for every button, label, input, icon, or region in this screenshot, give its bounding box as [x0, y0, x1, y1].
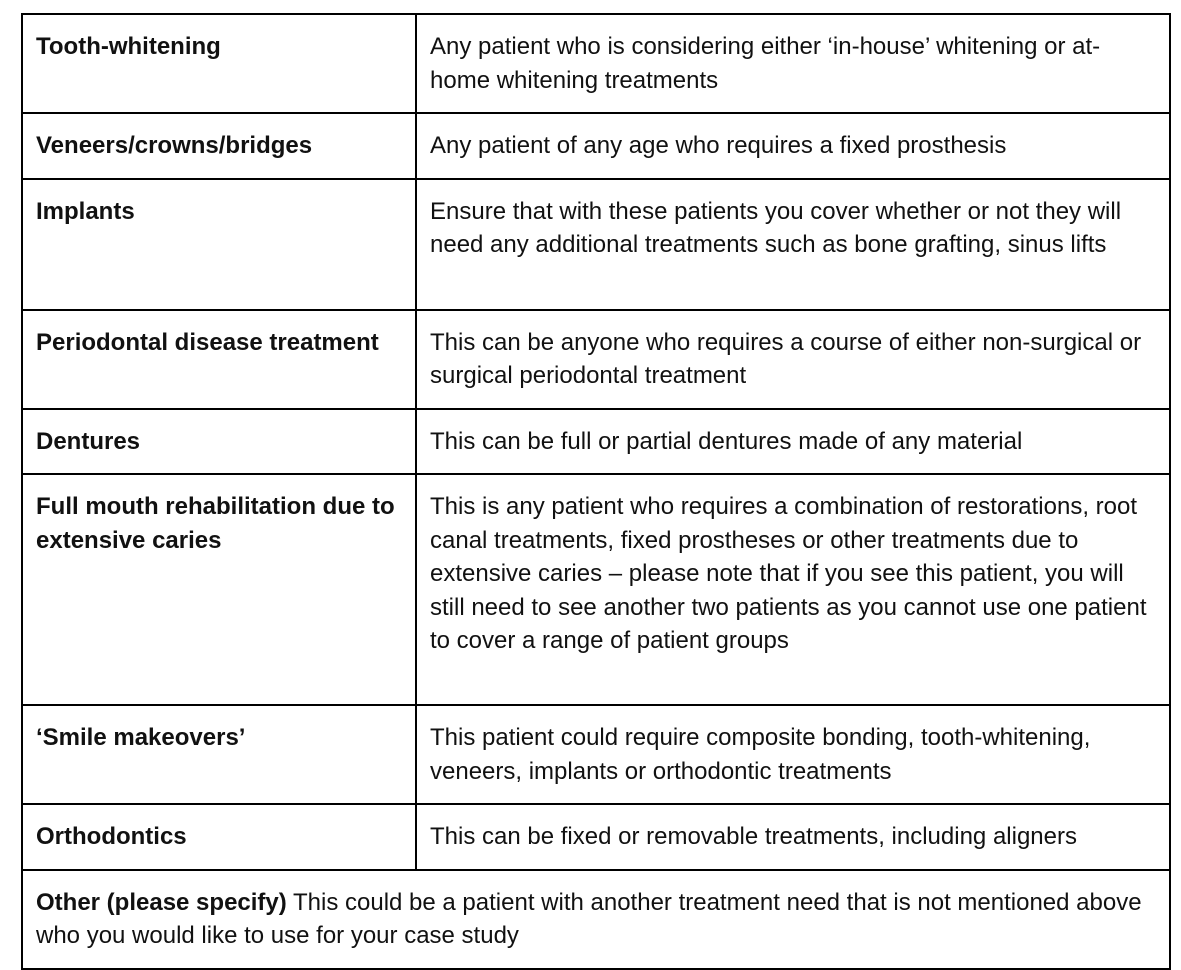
- other-treatment-text: This could be a patient with another treatment need that is not mentioned above who you would like to use for your case study: [36, 888, 1142, 949]
- treatment-name-cell: ‘Smile makeovers’: [22, 705, 416, 804]
- table-row: [22, 409, 1170, 475]
- treatment-name-cell: Veneers/crowns/bridges: [22, 113, 416, 179]
- table-row: [22, 705, 1170, 804]
- patient-groups-table: [21, 13, 1171, 970]
- treatment-name-cell: Orthodontics: [22, 804, 416, 870]
- treatment-description-cell: This can be anyone who requires a course of either non-surgical or surgical periodontal treatment: [416, 310, 1170, 409]
- other-treatment-cell: [22, 870, 1170, 969]
- treatment-description-cell: Any patient of any age who requires a fixed prosthesis: [416, 113, 1170, 179]
- treatment-name-cell: Full mouth rehabilitation due to extensive caries: [22, 474, 416, 705]
- table-row: [22, 474, 1170, 705]
- table-row: [22, 14, 1170, 113]
- treatment-description-cell: Ensure that with these patients you cover whether or not they will need any additional treatments such as bone grafting, sinus lifts: [416, 179, 1170, 310]
- treatment-description-cell: This can be fixed or removable treatments, including aligners: [416, 804, 1170, 870]
- table-row: [22, 179, 1170, 310]
- table-row: [22, 310, 1170, 409]
- patient-groups-table-body: [22, 14, 1170, 969]
- treatment-name-cell: Implants: [22, 179, 416, 310]
- treatment-description-cell: Any patient who is considering either ‘in-house’ whitening or at-home whitening treatments: [416, 14, 1170, 113]
- treatment-description-cell: This is any patient who requires a combination of restorations, root canal treatments, fixed prostheses or other treatments due to extensive caries – please note that if you see this patient, you will still need to see another two patients as you cannot use one patient to cover a range of patient groups: [416, 474, 1170, 705]
- table-row: [22, 804, 1170, 870]
- table-row-other: [22, 870, 1170, 969]
- treatment-description-cell: This patient could require composite bonding, tooth-whitening, veneers, implants or orthodontic treatments: [416, 705, 1170, 804]
- treatment-name-cell: Dentures: [22, 409, 416, 475]
- treatment-name-cell: Tooth-whitening: [22, 14, 416, 113]
- treatment-description-cell: This can be full or partial dentures made of any material: [416, 409, 1170, 475]
- table-row: [22, 113, 1170, 179]
- treatment-name-cell: Periodontal disease treatment: [22, 310, 416, 409]
- other-treatment-label: Other (please specify): [36, 888, 287, 916]
